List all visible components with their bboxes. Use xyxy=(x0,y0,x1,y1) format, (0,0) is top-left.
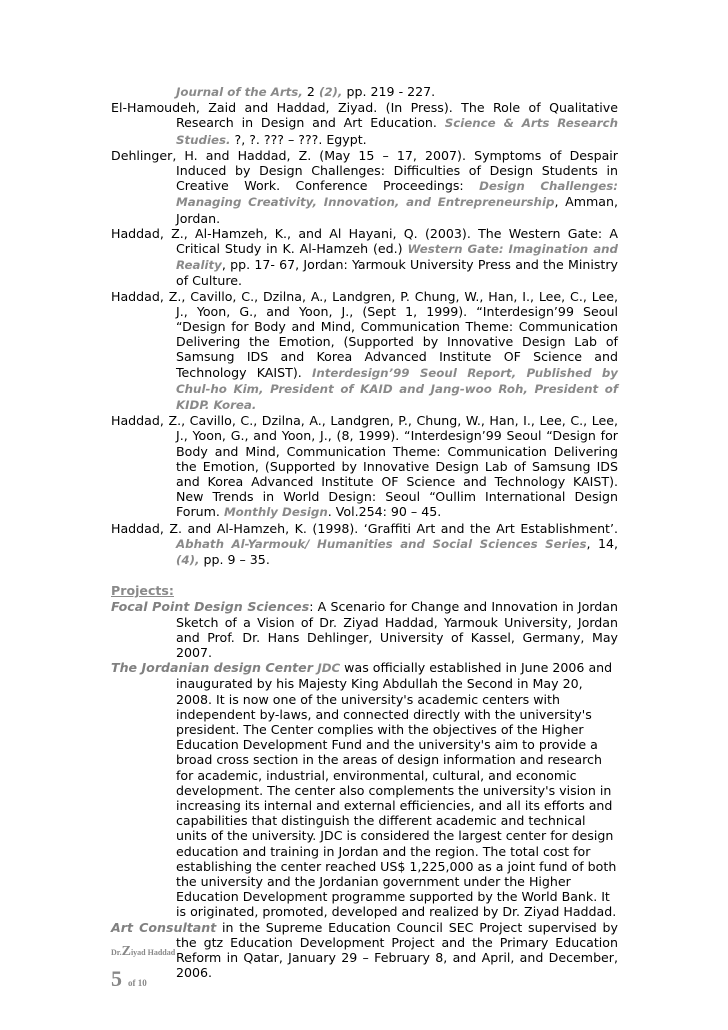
italic-title-run: Monthly Design xyxy=(223,505,328,520)
reference-entry-haddad-2003 xyxy=(111,226,618,289)
italic-title-run: Abhath Al-Yarmouk/ Humanities and Social Sciences Series xyxy=(176,536,587,551)
reference-entry-el-hamoudeh xyxy=(111,100,618,148)
italic-title-run: Western Gate: Imagination and Reality xyxy=(176,242,618,273)
text-run: in the Supreme Education Council SEC Project supervised by the gtz Education Development Project and the Primary Education Reform in Qatar, January 29 – February 8, and April, and December, 2006. xyxy=(176,919,618,981)
text-run: , pp. 17- 67, Jordan: Yarmouk University Press and the Ministry of Culture. xyxy=(176,257,618,289)
text-run: Haddad, Z., Cavillo, C., Dzilna, A., Landgren, P. Chung, W., Han, I., Lee, C., Lee, J., Yoon, G., and Yoon, J., (Sept 1, 1999). “Interdesign’99 Seoul “Design for Body and Mind, Communication Theme: Communication Delivering the Emotion, (Supported by Innovative Design Lab of Samsung IDS and Korea Advanced Institute OF Science and Technology KAIST). xyxy=(111,288,618,380)
page-total: of 10 xyxy=(128,978,147,988)
italic-title-run: (2), xyxy=(318,85,347,99)
project-entry-focal-point xyxy=(111,599,618,660)
italic-title-run: Focal Point Design Sciences xyxy=(111,599,310,615)
text-run: ?, ?. ??? – ???. Egypt. xyxy=(230,131,367,147)
italic-title-run: The Jordanian design Center xyxy=(111,660,318,676)
italic-title-run: JDC xyxy=(317,661,341,676)
italic-title-run: (4), xyxy=(176,553,200,568)
references-list xyxy=(111,100,618,568)
text-run: pp. 9 – 35. xyxy=(199,552,270,568)
text-run: , 14, xyxy=(586,535,618,551)
footer-page-number xyxy=(111,966,147,992)
reference-entry-dehlinger xyxy=(111,148,618,226)
projects-heading: Projects: xyxy=(111,583,174,599)
text-run: , Amman, Jordan. xyxy=(176,194,618,226)
text-body xyxy=(111,84,618,980)
italic-title-run: Journal of the Arts, xyxy=(176,85,307,99)
text-run: Haddad, Z., Cavillo, C., Dzilna, A., Landgren, P., Chung, W., Han, I., Lee, C., Lee, J., Yoon, G., and Yoon, J., (8, 1999). “Interdesign’99 Seoul “Design for Body and Mind, Communication Theme: Communication Delivering the Emotion, (Supported by Innovative Design Lab of Samsung IDS and Korea Advanced Institute OF Science and Technology KAIST). New Trends in World Design: Seoul “Oullim International Design Forum. xyxy=(111,413,618,520)
page-number: 5 xyxy=(111,966,122,991)
text-run: Haddad, Z., Al-Hamzeh, K., and Al Hayani, Q. (2003). The Western Gate: A Critical Study in K. Al-Hamzeh (ed.) xyxy=(111,225,618,257)
text-run: . Vol.254: 90 – 45. xyxy=(327,504,442,520)
italic-title-run: Art Consultant xyxy=(111,919,217,935)
reference-entry-haddad-1999b xyxy=(111,413,618,520)
text-run: pp. 219 - 227. xyxy=(346,84,436,99)
text-run: El-Hamoudeh, Zaid and Haddad, Ziyad. (In Press). The Role of Qualitative Research in Design and Art Education. xyxy=(111,100,618,131)
project-entry-jdc xyxy=(111,660,618,919)
text-run: 2 xyxy=(306,84,319,99)
text-run: was officially established in June 2006 and inaugurated by his Majesty King Abdullah the Second in May 20, 2008. It is now one of the university's academic centers with independent by-laws, and connected directly with the university's president. The Center complies with the objectives of the Higher Education Development Fund and the university's aim to provide a broad cross section in the areas of design information and research for academic, industrial, environmental, cultural, and economic development. The center also complements the university's vision in increasing its internal and external efficiencies, and all its efforts and capabilities that distinguish the different academic and technical units of the university. JDC is considered the largest center for design education and training in Jordan and the region. The total cost for establishing the center reached US$ 1,225,000 as a joint fund of both the university and the Jordanian government under the Higher Education Development programme supported by the World Bank. It is originated, promoted, developed and realized by Dr. Ziyad Haddad. xyxy=(176,660,617,920)
italic-title-run: Science & Arts Research Studies. xyxy=(176,116,618,147)
italic-title-run: Design Challenges: Managing Creativity, Innovation, and Entrepreneurship xyxy=(176,179,619,210)
footer-author-name: Dr.Ziyad Haddad xyxy=(111,944,176,959)
project-entry-art-consultant xyxy=(111,920,618,981)
text-run: : A Scenario for Change and Innovation in Jordan Sketch of a Vision of Dr. Ziyad Haddad, Yarmouk University, Jordan and Prof. Dr. Hans Dehlinger, University of Kassel, Germany, May 2007. xyxy=(176,599,619,660)
italic-title-run: Interdesign’99 Seoul Report, Published by Chul-ho Kim, President of KAID and Jang-woo Roh, President of KIDP. Korea. xyxy=(176,365,618,413)
reference-entry-haddad-1998 xyxy=(111,521,618,569)
reference-continuation xyxy=(111,84,618,100)
reference-entry-haddad-1999a xyxy=(111,289,618,414)
text-run: Dehlinger, H. and Haddad, Z. (May 15 – 17, 2007). Symptoms of Despair Induced by Design Challenges: Difficulties of Design Students in Creative Work. Conference Proceedings: xyxy=(111,147,618,194)
projects-list xyxy=(111,599,618,980)
text-run: Haddad, Z. and Al-Hamzeh, K. (1998). ‘Graffiti Art and the Art Establishment’. xyxy=(111,520,618,536)
